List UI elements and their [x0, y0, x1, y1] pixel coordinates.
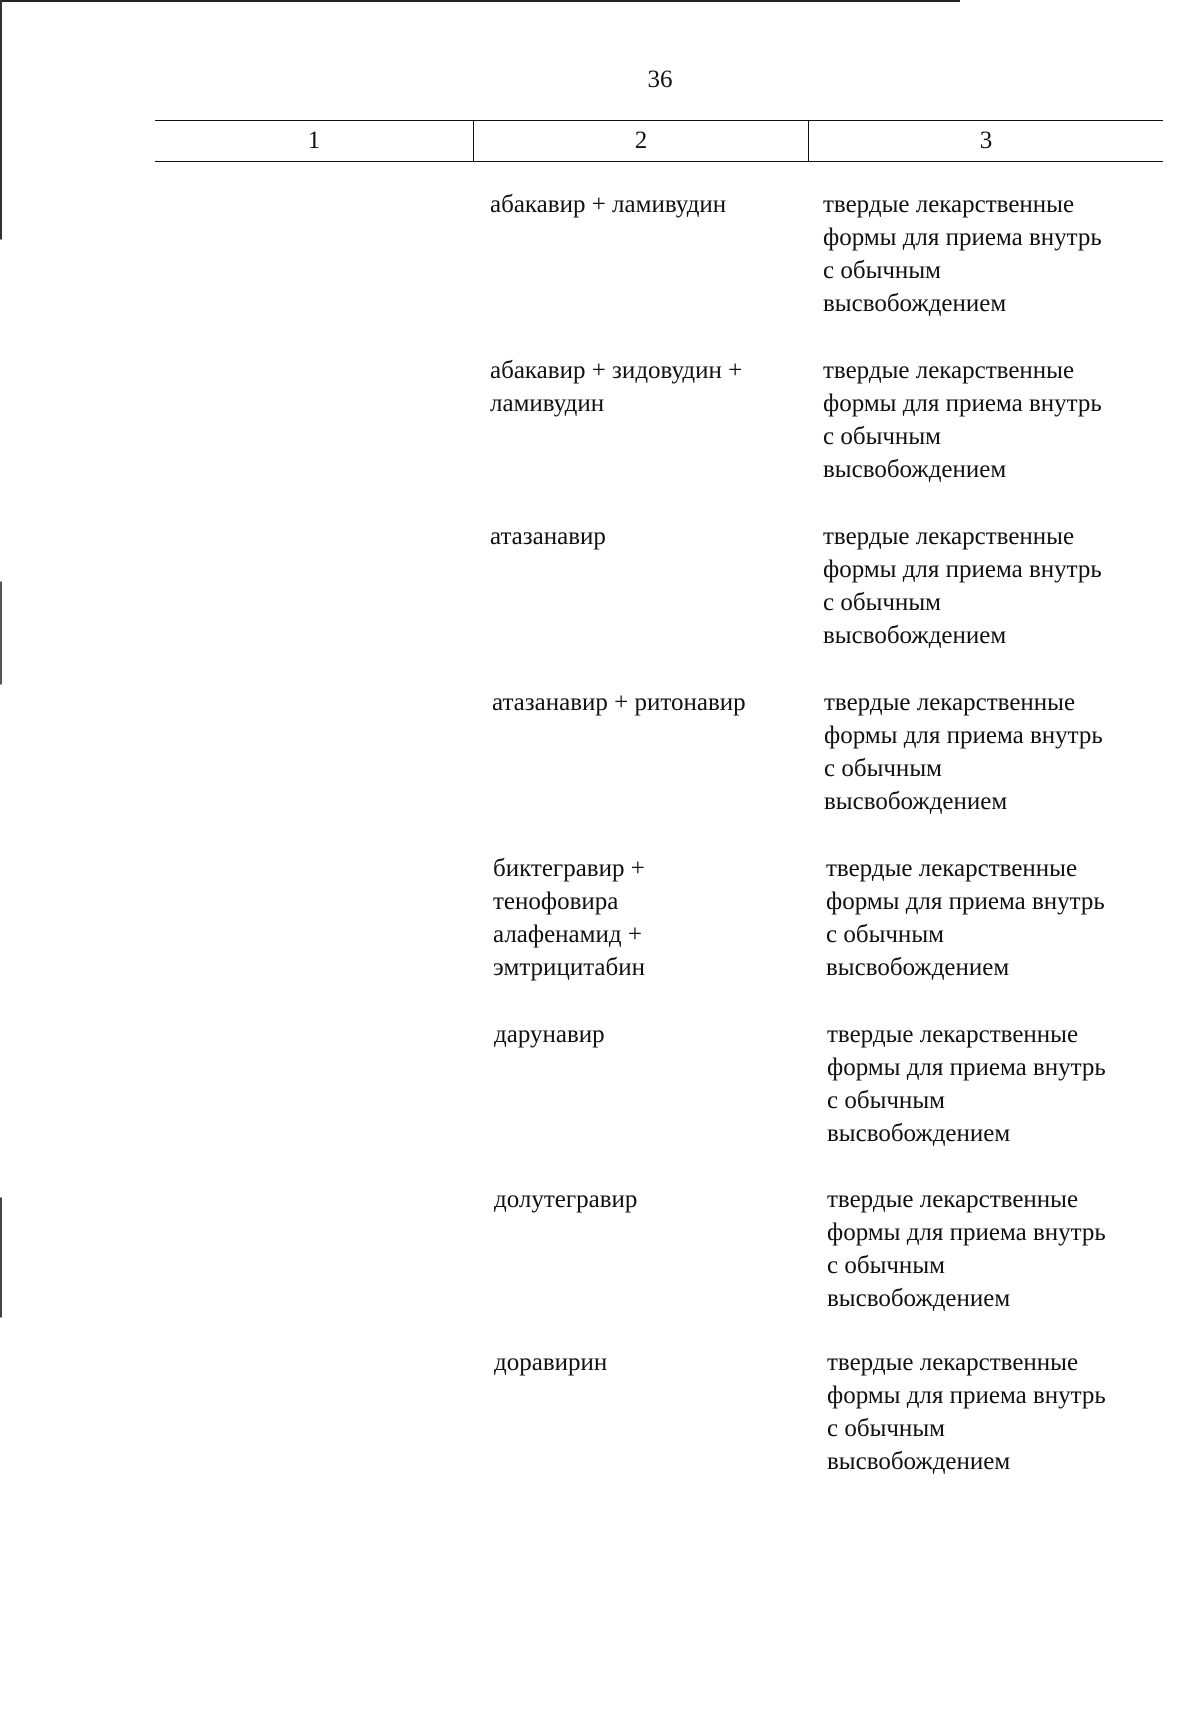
- table-row: [0, 354, 1200, 504]
- drug-name: долутегравир: [494, 1186, 638, 1213]
- dosage-form: твердые лекарственные формы для приема внутрь с обычным высвобождением: [827, 1021, 1106, 1147]
- drug-name: доравирин: [494, 1349, 608, 1376]
- table-row: [0, 1018, 1200, 1168]
- column-header-2: 2: [474, 121, 809, 161]
- dosage-form: твердые лекарственные формы для приема внутрь с обычным высвобождением: [826, 855, 1105, 981]
- table-row: [0, 520, 1200, 670]
- dosage-form: твердые лекарственные формы для приема внутрь с обычным высвобождением: [824, 689, 1103, 815]
- drug-name: абакавир + ламивудин: [490, 191, 727, 218]
- column-header-3: 3: [979, 127, 993, 154]
- drug-name: биктегравир + тенофовира алафенамид + эмтрицитабин: [493, 855, 646, 981]
- table-row: [0, 188, 1200, 338]
- dosage-form: твердые лекарственные формы для приема внутрь с обычным высвобождением: [823, 191, 1102, 317]
- drug-name: абакавир + зидовудин + ламивудин: [490, 357, 743, 417]
- drug-name: атазанавир + ритонавир: [492, 689, 746, 716]
- dosage-form: твердые лекарственные формы для приема внутрь с обычным высвобождением: [823, 523, 1102, 649]
- drug-name: атазанавир: [490, 523, 606, 550]
- page-number: 36: [647, 66, 673, 93]
- table-header: [155, 120, 1163, 162]
- table-row: [0, 1183, 1200, 1333]
- column-header-1: 1: [155, 121, 474, 161]
- drug-name: дарунавир: [494, 1021, 605, 1048]
- dosage-form: твердые лекарственные формы для приема внутрь с обычным высвобождением: [823, 357, 1102, 483]
- table-row: [0, 852, 1200, 1002]
- table-row: [0, 686, 1200, 836]
- table-row: [0, 1346, 1200, 1496]
- scan-edge-top: [0, 0, 960, 2]
- dosage-form: твердые лекарственные формы для приема внутрь с обычным высвобождением: [827, 1349, 1106, 1475]
- dosage-form: твердые лекарственные формы для приема внутрь с обычным высвобождением: [827, 1186, 1106, 1312]
